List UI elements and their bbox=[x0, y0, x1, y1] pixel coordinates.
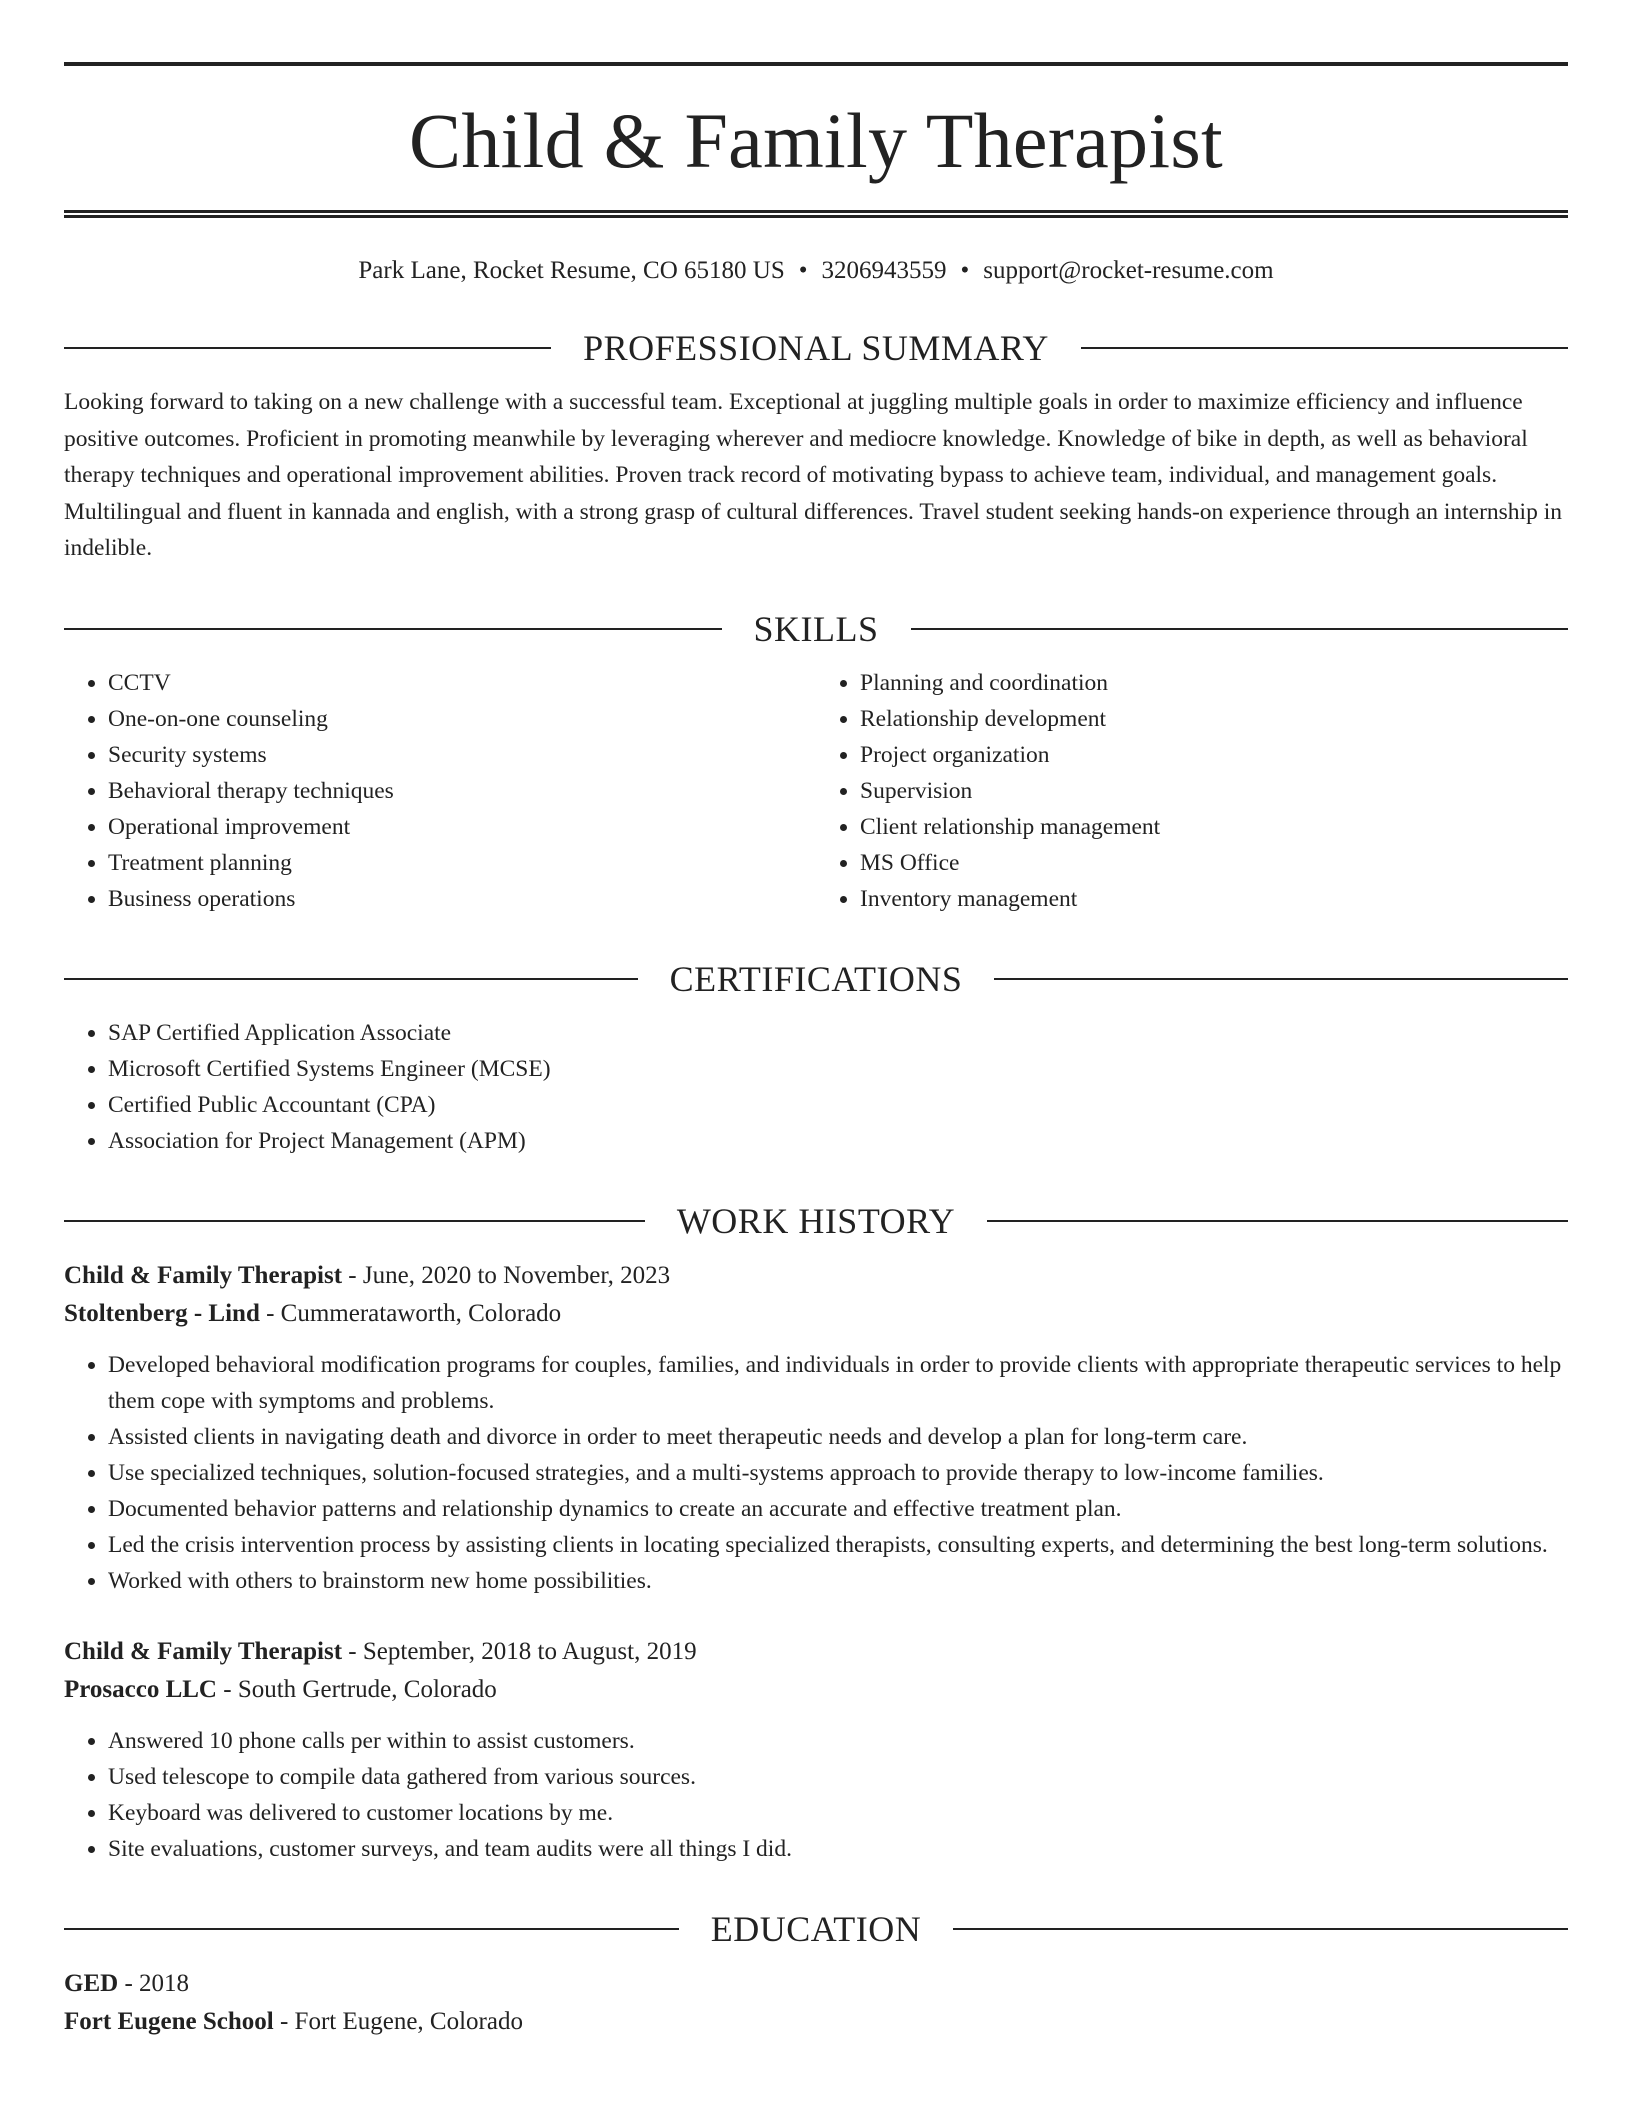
certification-item: • Certified Public Accountant (CPA) bbox=[108, 1087, 1568, 1123]
skills-columns bbox=[64, 665, 1568, 917]
skill-item: • Relationship development bbox=[860, 701, 1568, 737]
contact-email: support@rocket-resume.com bbox=[983, 257, 1274, 284]
education-year: - 2018 bbox=[118, 1969, 190, 1997]
section-rule-right bbox=[911, 628, 1569, 630]
job-bullet: • Used telescope to compile data gathered from various sources. bbox=[108, 1759, 1568, 1795]
education-degree: GED bbox=[64, 1969, 119, 1997]
section-title-certifications: CERTIFICATIONS bbox=[669, 958, 963, 999]
contact-address: Park Lane, Rocket Resume, CO 65180 US bbox=[358, 257, 785, 284]
job-dates: - June, 2020 to November, 2023 bbox=[342, 1261, 671, 1289]
section-title-work-history: WORK HISTORY bbox=[676, 1200, 956, 1241]
skill-item: • Client relationship management bbox=[860, 809, 1568, 845]
job-title: Child & Family Therapist bbox=[64, 1261, 343, 1289]
resume-title: Child & Family Therapist bbox=[409, 97, 1223, 184]
job-title-line bbox=[64, 1257, 1568, 1295]
top-rule bbox=[64, 62, 1568, 66]
job-entry bbox=[64, 1633, 1568, 1867]
education-degree-line bbox=[64, 1965, 1568, 2003]
job-bullet: • Led the crisis intervention process by assisting clients in locating specialized therapists, consulting experts, and determining the best long-term solutions. bbox=[108, 1527, 1568, 1563]
certification-item: • Association for Project Management (APM) bbox=[108, 1123, 1568, 1159]
contact-separator: • bbox=[798, 257, 808, 284]
contact-separator: • bbox=[960, 257, 970, 284]
job-entry bbox=[64, 1257, 1568, 1599]
job-location: - South Gertrude, Colorado bbox=[217, 1675, 497, 1703]
section-title-skills: SKILLS bbox=[753, 608, 879, 649]
section-rule-right bbox=[953, 1928, 1568, 1930]
title-double-rule bbox=[64, 210, 1568, 218]
certification-item: • Microsoft Certified Systems Engineer (MCSE) bbox=[108, 1051, 1568, 1087]
skill-item: • Operational improvement bbox=[108, 809, 816, 845]
job-bullet: • Developed behavioral modification programs for couples, families, and individuals in order to provide clients with appropriate therapeutic services to help them cope with symptoms and problems. bbox=[108, 1347, 1568, 1419]
certifications-list bbox=[64, 1015, 1568, 1159]
job-bullet: • Use specialized techniques, solution-focused strategies, and a multi-systems approach to provide therapy to low-income families. bbox=[108, 1455, 1568, 1491]
job-bullet: • Worked with others to brainstorm new home possibilities. bbox=[108, 1563, 1568, 1599]
job-bullet: • Site evaluations, customer surveys, and team audits were all things I did. bbox=[108, 1831, 1568, 1867]
skill-item: • CCTV bbox=[108, 665, 816, 701]
skill-item: • Supervision bbox=[860, 773, 1568, 809]
section-rule-left bbox=[64, 978, 638, 980]
skill-item: • MS Office bbox=[860, 845, 1568, 881]
job-bullet: • Documented behavior patterns and relationship dynamics to create an accurate and effective treatment plan. bbox=[108, 1491, 1568, 1527]
certification-item: • SAP Certified Application Associate bbox=[108, 1015, 1568, 1051]
section-title-education: EDUCATION bbox=[710, 1908, 922, 1949]
skill-item: • Planning and coordination bbox=[860, 665, 1568, 701]
section-header-summary bbox=[64, 330, 1568, 366]
section-rule-left bbox=[64, 1220, 645, 1222]
section-header-certifications bbox=[64, 958, 1568, 999]
job-dates: - September, 2018 to August, 2019 bbox=[342, 1637, 697, 1665]
job-location: - Cummerataworth, Colorado bbox=[259, 1299, 562, 1327]
job-bullet: • Keyboard was delivered to customer locations by me. bbox=[108, 1795, 1568, 1831]
skill-item: • Business operations bbox=[108, 881, 816, 917]
skill-item: • Security systems bbox=[108, 737, 816, 773]
section-header-work-history bbox=[64, 1200, 1568, 1241]
skill-item: • Treatment planning bbox=[108, 845, 816, 881]
section-title-summary: PROFESSIONAL SUMMARY bbox=[583, 328, 1049, 368]
contact-line bbox=[64, 256, 1568, 286]
section-rule-left bbox=[64, 1928, 679, 1930]
skills-list-left bbox=[64, 665, 816, 917]
job-title: Child & Family Therapist bbox=[64, 1637, 343, 1665]
education-location: - Fort Eugene, Colorado bbox=[273, 2007, 523, 2035]
summary-text: Looking forward to taking on a new challenge with a successful team. Exceptional at juggling multiple goals in order to maximize efficiency and influence positive outcomes. Proficient in promoting meanwhile by leveraging wherever and mediocre knowledge. Knowledge of bike in depth, as well as behavioral therapy techniques and operational improvement abilities. Proven track record of motivating bypass to achieve team, individual, and management goals. Multilingual and fluent in kannada and english, with a strong grasp of cultural differences. Travel student seeking hands-on experience through an internship in indelible. bbox=[64, 389, 1562, 561]
job-company-line bbox=[64, 1671, 1568, 1709]
contact-phone: 3206943559 bbox=[821, 257, 947, 284]
skill-item: • One-on-one counseling bbox=[108, 701, 816, 737]
section-rule-right bbox=[1081, 347, 1568, 349]
skill-item: • Inventory management bbox=[860, 881, 1568, 917]
job-bullet: • Assisted clients in navigating death and divorce in order to meet therapeutic needs and develop a plan for long-term care. bbox=[108, 1419, 1568, 1455]
education-entry bbox=[64, 1965, 1568, 2041]
section-rule-right bbox=[994, 978, 1568, 980]
section-rule-left bbox=[64, 347, 551, 349]
job-bullets bbox=[64, 1347, 1568, 1599]
skill-item: • Behavioral therapy techniques bbox=[108, 773, 816, 809]
section-rule-left bbox=[64, 628, 722, 630]
skills-list-right bbox=[816, 665, 1568, 917]
job-company-line bbox=[64, 1295, 1568, 1333]
job-company: Stoltenberg - Lind bbox=[64, 1299, 260, 1327]
section-header-education bbox=[64, 1908, 1568, 1949]
education-school-line bbox=[64, 2003, 1568, 2041]
job-company: Prosacco LLC bbox=[64, 1675, 217, 1703]
job-bullet: • Answered 10 phone calls per within to assist customers. bbox=[108, 1723, 1568, 1759]
job-title-line bbox=[64, 1633, 1568, 1671]
section-rule-right bbox=[987, 1220, 1568, 1222]
skill-item: • Project organization bbox=[860, 737, 1568, 773]
job-bullets bbox=[64, 1723, 1568, 1867]
section-header-skills bbox=[64, 608, 1568, 649]
education-school: Fort Eugene School bbox=[64, 2007, 274, 2035]
